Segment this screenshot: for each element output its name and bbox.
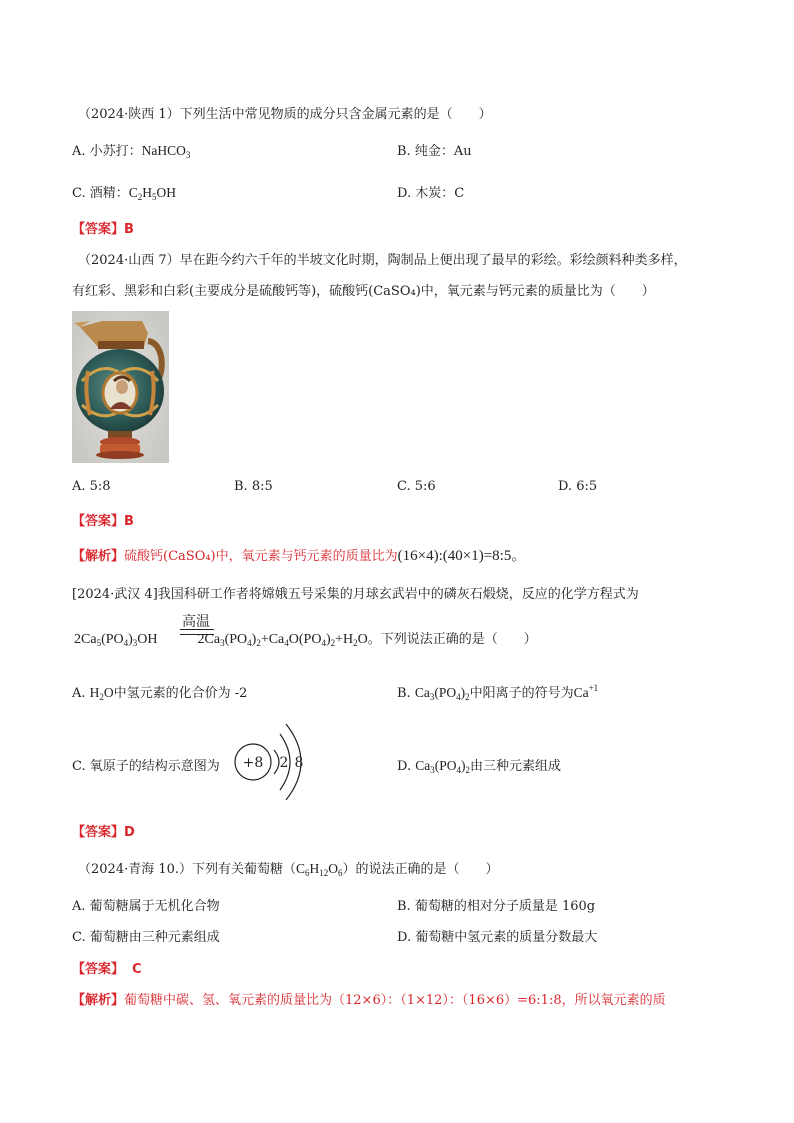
atom-shell-1: 2 xyxy=(279,755,289,771)
jug-illustration xyxy=(72,311,169,463)
atom-nucleus: +8 xyxy=(242,755,264,771)
q4-option-d: D. 葡萄糖中氢元素的质量分数最大 xyxy=(397,930,598,945)
q3-equation: $2Ca_5(PO_4)_3OH$ $2Ca_3(PO_4)_2+Ca_4O(PO_4)_2+H_2O$。下列说法正确的是（ ） xyxy=(74,632,537,648)
q3-answer: 【答案】D xyxy=(72,825,135,840)
q3-stem: [2024·武汉 4]我国科研工作者将嫦娥五号采集的月球玄武岩中的磷灰石煅烧，反应的化学方程式为 xyxy=(72,587,639,602)
q1-option-b: B. 纯金：Au xyxy=(397,144,472,159)
jug-photo xyxy=(72,311,169,463)
q3-option-a: A. $H_2O$中氢元素的化合价为 -2 xyxy=(72,685,248,702)
q3-option-d: D. $Ca_3(PO_4)_2$由三种元素组成 xyxy=(397,758,562,775)
q2-option-d: D. 6:5 xyxy=(558,479,598,494)
q2-option-c: C. 5:6 xyxy=(397,479,436,494)
q3-condition: 高温 xyxy=(182,615,210,630)
q4-stem: （2024·青海 10.）下列有关葡萄糖$(C_6H_{12}O_6)$的说法正确的是（ ） xyxy=(78,861,499,878)
q3-option-c-label: C. 氧原子的结构示意图为 xyxy=(72,759,220,774)
q2-stem-line2: 有红彩、黑彩和白彩(主要成分是硫酸钙等)，硫酸钙(CaSO₄)中，氧元素与钙元素的质量比为（ ） xyxy=(72,284,655,299)
q4-option-c: C. 葡萄糖由三种元素组成 xyxy=(72,930,220,945)
q2-stem-line1: （2024·山西 7）早在距今约六千年的半坡文化时期，陶制品上便出现了最早的彩绘。彩绘颜料种类多样， xyxy=(78,253,687,268)
q4-option-a: A. 葡萄糖属于无机化合物 xyxy=(72,899,220,914)
q1-option-a: A. 小苏打：NaHCO$_3$ xyxy=(72,143,191,160)
oxygen-atom-diagram xyxy=(228,720,312,804)
q1-option-c: C. 酒精：$C_2H_5OH$ xyxy=(72,185,177,202)
q4-answer: 【答案】 C xyxy=(72,962,142,977)
q1-option-d: D. 木炭：C xyxy=(397,186,465,201)
atom-shell-2: 8 xyxy=(294,755,304,771)
q2-answer: 【答案】B xyxy=(72,514,134,529)
q2-option-a: A. 5:8 xyxy=(72,479,111,494)
q3-option-b: B. $Ca_3(PO_4)_2$中阳离子的符号为$Ca^{+1}$ xyxy=(397,683,599,702)
q4-option-b: B. 葡萄糖的相对分子质量是 160g xyxy=(397,899,596,914)
q1-stem: （2024·陕西 1）下列生活中常见物质的成分只含金属元素的是（ ） xyxy=(78,107,492,122)
q1-answer: 【答案】B xyxy=(72,222,134,237)
q2-option-b: B. 8:5 xyxy=(234,479,273,494)
q4-analysis: 【解析】葡萄糖中碳、氢、氧元素的质量比为（12×6）：（1×12）：（16×6）=6:1:8，所以氧元素的质 xyxy=(72,993,666,1008)
q2-analysis: 【解析】硫酸钙(CaSO₄)中，氧元素与钙元素的质量比为(16×4):(40×1)=8:5。 xyxy=(72,548,527,564)
